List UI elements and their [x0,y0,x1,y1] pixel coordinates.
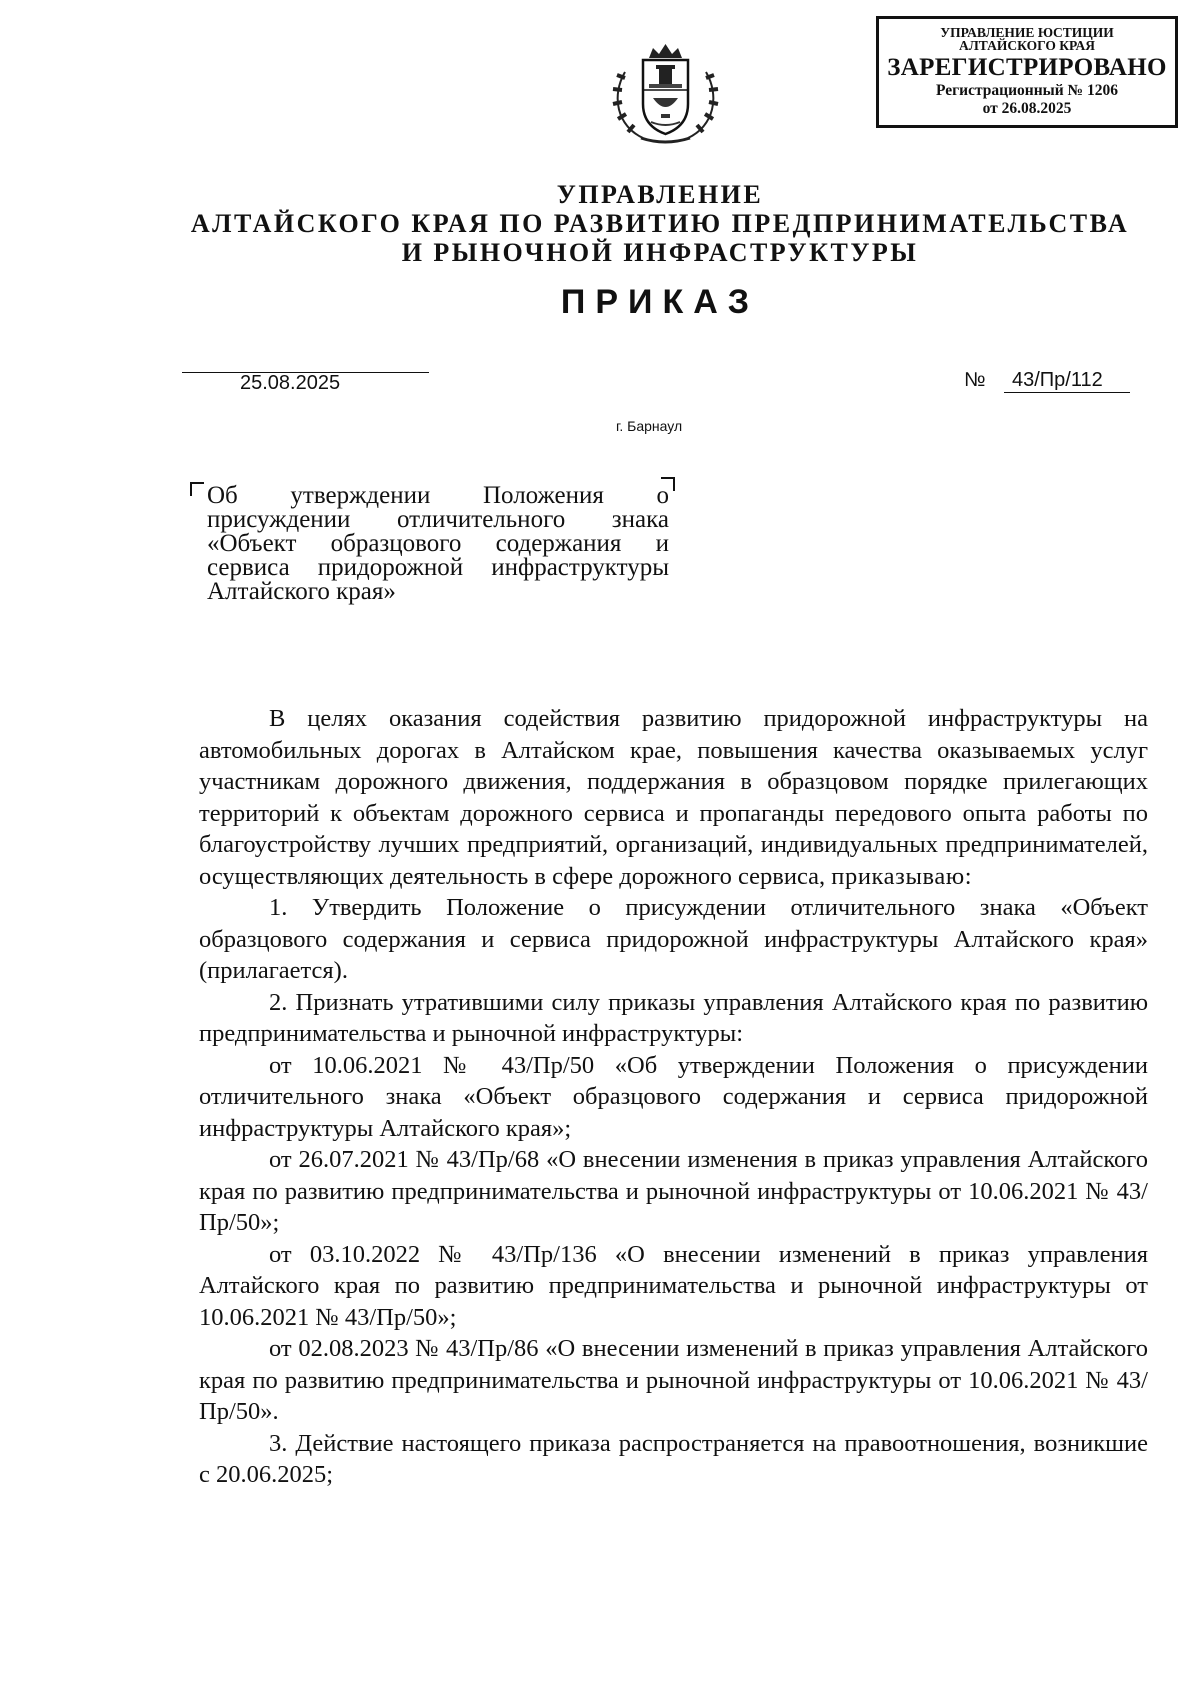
order-date: 25.08.2025 [240,372,341,394]
stamp-department-line1: УПРАВЛЕНИЕ ЮСТИЦИИ [940,25,1114,40]
department-heading-line2: АЛТАЙСКОГО КРАЯ ПО РАЗВИТИЮ ПРЕДПРИНИМАТЕЛЬСТВА [190,209,1130,238]
registration-stamp [876,16,1178,128]
item-2-b: от 26.07.2021 № 43/Пр/68 «О внесении изменения в приказ управления Алтайского края по развитию предпринимательства и рыночной инфраструктуры от 10.06.2021 № 43/Пр/50»; [199,1146,1148,1236]
stamp-status: ЗАРЕГИСТРИРОВАНО [887,54,1167,81]
item-2: 2. Признать утратившими силу приказы управления Алтайского края по развитию предпринимательства и рыночной инфраструктуры: [199,988,1148,1047]
item-2-a: от 10.06.2021 № 43/Пр/50 «Об утверждении Положения о присуждении отличительного знака «Объект образцового содержания и сервиса придорожной инфраструктуры Алтайского края»; [199,1051,1148,1142]
order-number: 43/Пр/112 [1004,369,1130,393]
department-heading-line3: И РЫНОЧНОЙ ИНФРАСТРУКТУРЫ [401,238,919,267]
item-2-d: от 02.08.2023 № 43/Пр/86 «О внесении изменений в приказ управления Алтайского края по развитию предпринимательства и рыночной инфраструктуры от 10.06.2021 № 43/Пр/50». [199,1335,1148,1425]
preamble-text: В целях оказания содействия развитию придорожной инфраструктуры на автомобильных дорогах в Алтайском крае, повышения качества оказываемых услуг участникам дорожного движения, поддержания в образцовом порядке прилегающих территорий к объектам дорожного сервиса и пропаганды передового опыта работы по благоустройству лучших предприятий, организаций, индивидуальных предпринимателей, осуществляющих деятельность в сфере дорожного сервиса, [199,705,1148,890]
department-heading-line1: УПРАВЛЕНИЕ [556,180,764,209]
order-word: приказываю: [831,862,973,890]
preamble-paragraph [199,703,1148,892]
stamp-department-line2: АЛТАЙСКОГО КРАЯ [958,38,1096,53]
stamp-reg-date: от 26.08.2025 [982,100,1072,117]
subject-corner-left [190,482,204,496]
item-2-c: от 03.10.2022 № 43/Пр/136 «О внесении изменений в приказ управления Алтайского края по развитию предпринимательства и рыночной инфраструктуры от 10.06.2021 № 43/Пр/50»; [199,1240,1148,1331]
order-number-label: № [964,369,986,391]
order-subject: Об утверждении Положения о присуждении отличительного знака «Объект образцового содержания и сервиса придорожной инфраструктуры Алтайского края» [207,482,669,605]
order-body [199,703,1148,1491]
altai-krai-coat-of-arms-icon [603,38,728,148]
item-1: 1. Утвердить Положение о присуждении отличительного знака «Объект образцового содержания и сервиса придорожной инфраструктуры Алтайского края» (прилагается). [199,894,1148,984]
stamp-department [879,26,1175,52]
stamp-reg-number: Регистрационный № 1206 [936,82,1118,99]
item-3: 3. Действие настоящего приказа распространяется на правоотношения, возникшие с 20.06.2025; [199,1429,1148,1488]
city: г. Барнаул [616,418,683,434]
document-title: ПРИКАЗ [560,283,760,321]
